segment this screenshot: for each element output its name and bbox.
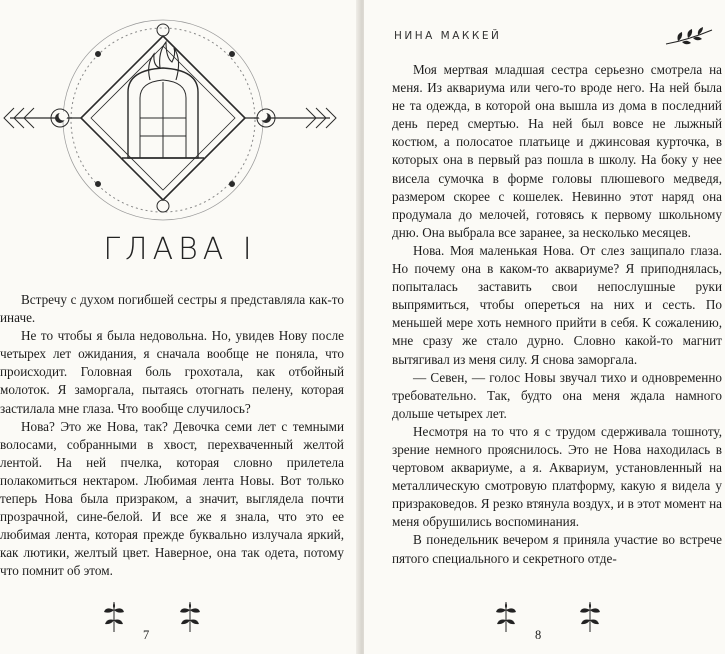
laurel-branch-icon — [664, 26, 714, 48]
leaf-sprig-icon — [178, 600, 202, 634]
right-page-body — [392, 61, 722, 568]
paragraph: Нова? Это же Нова, так? Девочка семи лет с темными волосами, собранными в хвост, перехваченный желтой лентой. На ней пчелка, которая словно прилетела полакомиться нектаром. Любимая лента Новы. Вот только теперь Нова была призраком, а значит, выглядела почти прозрачной, сине-белой. И все же я знала, что это ее любимая лента, которая прежде буквально излучала яркий, как лютики, желтый цвет. Наверное, она так одета, потому что помнит об этом. — [0, 418, 344, 579]
left-page — [0, 0, 360, 654]
right-page — [364, 0, 725, 654]
page-number: 7 — [143, 628, 150, 642]
paragraph: Не то чтобы я была недовольна. Но, увидев Нову после четырех лет ожидания, я сначала вообще не поняла, что происходит. Головная боль грохотала, как отбойный молоток. Я заморгала, пытаясь отогнать пелену, которая застилала мне глаза. Что вообще случилось? — [0, 328, 344, 416]
running-head: НИНА МАККЕЙ — [394, 30, 502, 42]
chapter-ornament-icon — [0, 8, 360, 228]
paragraph: В понедельник вечером я приняла участие во встрече пятого специального и секретного отде- — [392, 532, 722, 566]
leaf-sprig-icon — [102, 600, 126, 634]
paragraph: Моя мертвая младшая сестра серьезно смотрела на меня. Из аквариума или чего-то вроде него. На ней была не та одежда, в которой она вышла из дома в последний день перед смертью. На ней был вовсе не лыжный костюм, а полосатое платьице и джинсовая курточка, в которых она в первый раз пошла в школу. На боку у нее висела сумочка в форме головы плюшевого медведя, размером скорее с кошелек. Невинно этот наряд она продумала до мелочей, готовясь к первому школьному дню. Она выбрала все заранее, за несколько месяцев. — [392, 62, 722, 240]
paragraph: Встречу с духом погибшей сестры я представляла как-то иначе. — [0, 292, 344, 326]
leaf-sprig-icon — [578, 600, 602, 634]
paragraph: Несмотря на то что я с трудом сдерживала тошноту, зрение немного прояснилось. Это не Нова находилась в чертовом аквариуме, а я. Аквариум, установленный на металлическую смотровую платформу, какую я видела у призраковедов. Я резко втянула воздух, и в этот момент на меня обрушились воспоминания. — [392, 423, 722, 530]
paragraph: — Севен, — голос Новы звучал тихо и одновременно требовательно. Так, будто она меня ждала намного дольше четырех лет. — [392, 369, 722, 421]
chapter-title: ГЛАВА I — [103, 232, 257, 267]
left-page-body — [0, 291, 344, 581]
paragraph: Нова. Моя маленькая Нова. От слез защипало глаза. Но почему она в каком-то аквариуме? Я приподнялась, попыталась заставить свои непослушные руки выпрямиться, чтобы опереться на них и сесть. По меньшей мере хоть немного прийти в себя. К сожалению, мне сразу же стало дурно. Словно какой-то магнит вытягивал из меня силу. Я снова заморгала. — [392, 242, 722, 367]
leaf-sprig-icon — [494, 600, 518, 634]
page-number: 8 — [535, 628, 542, 642]
